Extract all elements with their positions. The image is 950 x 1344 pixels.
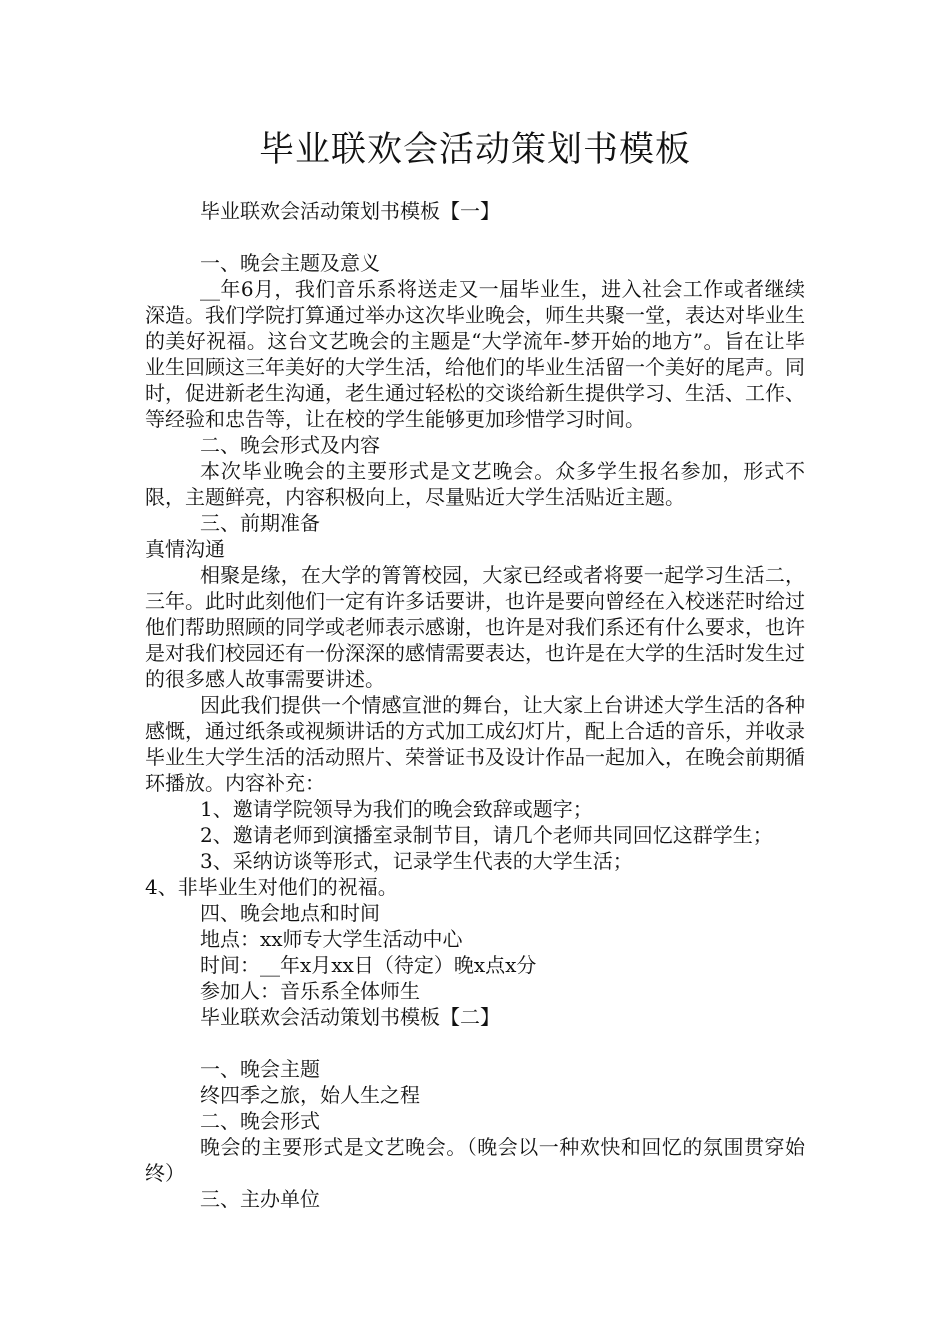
section-heading: 一、晚会主题及意义: [200, 251, 380, 275]
list-item: 1、邀请学院领导为我们的晚会致辞或题字；: [200, 797, 593, 821]
section-heading: 一、晚会主题: [200, 1057, 320, 1081]
list-item: 3、采纳访谈等形式，记录学生代表的大学生活；: [200, 849, 633, 873]
document-title: 毕业联欢会活动策划书模板: [258, 130, 691, 170]
paragraph: 本次毕业晚会的主要形式是文艺晚会。众多学生报名参加，形式不限，主题鲜亮，内容积极向上，尽量贴近大学生活贴近主题。: [145, 459, 805, 509]
paragraph: 相聚是缘，在大学的箐箐校园，大家已经或者将要一起学习生活二，三年。此时此刻他们一定有许多话要讲，也许是要向曾经在入校迷茫时给过他们帮助照顾的同学或老师表示感谢，也许是对我们系还有什么要求，也许是对我们校园还有一份深深的感情需要表达，也许是在大学的生活时发生过的很多感人故事需要讲述。: [145, 563, 805, 691]
list-item: 4、非毕业生对他们的祝福。: [145, 875, 398, 899]
section-heading: 三、前期准备: [200, 511, 320, 535]
blank-line: [145, 224, 805, 250]
document-body: [145, 198, 805, 1212]
subheading: 真情沟通: [145, 537, 225, 561]
blank-line: [145, 1030, 805, 1056]
section-heading: 三、主办单位: [200, 1187, 320, 1211]
section-heading: 二、晚会形式及内容: [200, 433, 380, 457]
paragraph: __年6月，我们音乐系将送走又一届毕业生，进入社会工作或者继续深造。我们学院打算通过举办这次毕业晚会，师生共聚一堂，表达对毕业生的美好祝福。这台文艺晚会的主题是“大学流年-梦开始的地方”。旨在让毕业生回顾这三年美好的大学生活，给他们的毕业生活留一个美好的尾声。同时，促进新老生沟通，老生通过轻松的交谈给新生提供学习、生活、工作、等经验和忠告等，让在校的学生能够更加珍惜学习时间。: [145, 277, 805, 431]
participants-line: 参加人：音乐系全体师生: [200, 979, 420, 1003]
paragraph: 晚会的主要形式是文艺晚会。（晚会以一种欢快和回忆的氛围贯穿始终）: [145, 1135, 805, 1185]
paragraph: 终四季之旅，始人生之程: [200, 1083, 420, 1107]
template-one-heading: 毕业联欢会活动策划书模板【一】: [200, 199, 500, 223]
place-line: 地点：xx师专大学生活动中心: [200, 927, 463, 951]
section-heading: 二、晚会形式: [200, 1109, 320, 1133]
section-heading: 四、晚会地点和时间: [200, 901, 380, 925]
template-two-heading: 毕业联欢会活动策划书模板【二】: [200, 1005, 500, 1029]
time-line: 时间：__年x月xx日（待定）晚x点x分: [200, 953, 537, 977]
paragraph: 因此我们提供一个情感宣泄的舞台，让大家上台讲述大学生活的各种感慨，通过纸条或视频讲话的方式加工成幻灯片，配上合适的音乐，并收录毕业生大学生活的活动照片、荣誉证书及设计作品一起加入，在晚会前期循环播放。内容补充：: [145, 693, 805, 795]
list-item: 2、邀请老师到演播室录制节目，请几个老师共同回忆这群学生；: [200, 823, 773, 847]
